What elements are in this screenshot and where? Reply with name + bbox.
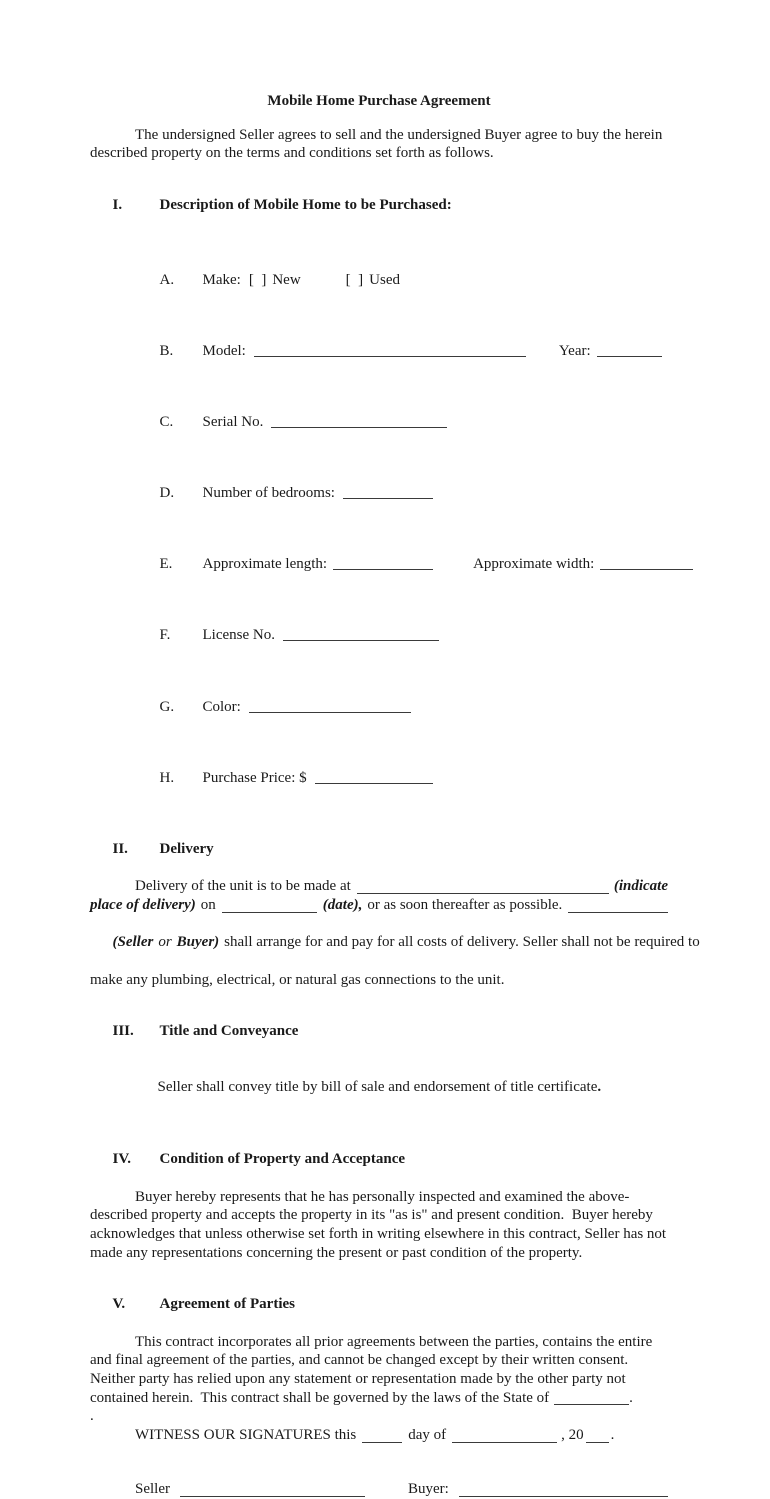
orphan-period: .: [90, 1408, 94, 1425]
item-f-letter: F.: [159, 627, 171, 644]
section-4-line-2: [90, 1206, 668, 1225]
intro-text-1: The undersigned Seller agrees to sell and the undersigned Buyer agree to buy the herein: [135, 126, 663, 143]
price-label: Purchase Price: $: [202, 769, 307, 786]
section-4-line-3: [90, 1225, 668, 1244]
paragraph-indent: [90, 1426, 135, 1445]
section-2-line-4: [90, 971, 668, 990]
witness-day-of-text: day of: [408, 1427, 447, 1444]
witness-year-prefix: , 20: [561, 1427, 584, 1444]
item-license: [137, 608, 668, 664]
bedrooms-label: Number of bedrooms:: [202, 485, 335, 502]
section-5-line-2: [90, 1351, 668, 1370]
section-3-heading-row: [90, 1003, 668, 1059]
item-make: [137, 252, 668, 308]
buyer-signature-line[interactable]: [459, 1480, 668, 1497]
item-b-letter: B.: [159, 343, 174, 360]
buyer-annotation: Buyer): [176, 934, 220, 951]
title-conveyance-text: Seller shall convey title by bill of sale and endorsement of title certificate: [157, 1079, 598, 1096]
item-price: [137, 750, 668, 806]
section-5-heading-row: [90, 1277, 668, 1333]
item-g-letter: G.: [159, 698, 175, 715]
item-e-letter: E.: [159, 556, 173, 573]
section-4-heading-row: [90, 1132, 668, 1188]
bedrooms-fill-line[interactable]: [343, 485, 433, 499]
buyer-label: Buyer:: [408, 1480, 449, 1497]
agreement-text-1: This contract incorporates all prior agreements between the parties, contains the entire: [135, 1333, 653, 1350]
model-fill-line[interactable]: [254, 343, 526, 357]
delivery-text-4: make any plumbing, electrical, or natural gas connections to the unit.: [90, 971, 505, 988]
item-h-letter: H.: [159, 769, 175, 786]
section-1-numeral: I.: [112, 196, 123, 213]
item-c-letter: C.: [159, 414, 174, 431]
condition-text-2: described property and accepts the property in its "as is" and present condition. Buyer hereby: [90, 1207, 653, 1224]
seller-label: Seller: [135, 1480, 170, 1497]
section-1-heading: Description of Mobile Home to be Purchased:: [159, 196, 452, 213]
item-model: [137, 323, 668, 379]
width-label: Approximate width:: [473, 556, 595, 573]
serial-label: Serial No.: [202, 414, 264, 431]
section-2-heading: Delivery: [159, 840, 214, 857]
model-label: Model:: [202, 343, 246, 360]
year-fill-line[interactable]: [597, 343, 662, 357]
witness-text: WITNESS OUR SIGNATURES this: [135, 1427, 357, 1444]
section-5-line-3: [90, 1370, 668, 1389]
delivery-date-fill-line[interactable]: [222, 896, 317, 913]
witness-month-fill-line[interactable]: [452, 1426, 557, 1443]
new-checkbox[interactable]: [ ]: [248, 271, 267, 288]
condition-text-3: acknowledges that unless otherwise set forth in writing elsewhere in this contract, Seller has not: [90, 1226, 667, 1243]
witness-period: .: [610, 1427, 615, 1444]
state-fill-line[interactable]: [554, 1389, 629, 1406]
orphan-period-line: [90, 1407, 668, 1426]
price-fill-line[interactable]: [315, 770, 433, 784]
witness-year-fill-line[interactable]: [586, 1426, 609, 1443]
section-5-heading: Agreement of Parties: [159, 1296, 295, 1313]
indicate-annotation: (indicate: [613, 878, 668, 895]
section-2-line-1: [90, 877, 668, 896]
section-3-body: [90, 1060, 668, 1116]
color-label: Color:: [202, 698, 241, 715]
witness-day-fill-line[interactable]: [362, 1426, 402, 1443]
seller-or-buyer-fill-line[interactable]: [568, 896, 668, 913]
document-title: Mobile Home Purchase Agreement: [267, 93, 491, 109]
item-bedrooms: [137, 466, 668, 522]
or-text: or: [158, 934, 172, 951]
signature-row: [90, 1480, 668, 1499]
length-fill-line[interactable]: [333, 556, 433, 570]
item-dimensions: [137, 537, 668, 593]
license-fill-line[interactable]: [283, 627, 439, 641]
paragraph-indent: [90, 877, 135, 896]
color-fill-line[interactable]: [249, 699, 411, 713]
section-1-heading-row: [90, 177, 668, 233]
seller-annotation: (Seller: [112, 934, 154, 951]
delivery-location-fill-line[interactable]: [357, 877, 609, 894]
date-annotation: (date),: [322, 896, 363, 913]
delivery-text-1: Delivery of the unit is to be made at: [135, 878, 351, 895]
section-4-heading: Condition of Property and Acceptance: [159, 1151, 406, 1168]
used-checkbox-label: Used: [369, 271, 400, 288]
serial-fill-line[interactable]: [271, 414, 447, 428]
section-2-heading-row: [90, 821, 668, 877]
place-of-delivery-annotation: place of delivery): [90, 896, 196, 913]
new-checkbox-label: New: [272, 271, 301, 288]
length-label: Approximate length:: [202, 556, 328, 573]
agreement-text-4: contained herein. This contract shall be governed by the laws of the State of: [90, 1389, 550, 1406]
section-2-line-3: [90, 915, 700, 971]
delivery-text-3: shall arrange for and pay for all costs of delivery. Seller shall not be required to: [224, 934, 700, 951]
item-serial: [137, 394, 668, 450]
agreement-period: .: [629, 1389, 633, 1406]
section-2-numeral: II.: [112, 840, 128, 857]
section-4-line-4: [90, 1244, 668, 1263]
witness-line: [90, 1426, 668, 1445]
make-label: Make:: [202, 271, 241, 288]
license-label: License No.: [202, 627, 275, 644]
section-5-line-4: [90, 1389, 668, 1408]
width-fill-line[interactable]: [600, 556, 693, 570]
agreement-text-2: and final agreement of the parties, and cannot be changed except by their written consent.: [90, 1352, 629, 1369]
intro-line-2: [90, 144, 668, 163]
used-checkbox[interactable]: [ ]: [345, 271, 364, 288]
seller-signature-line[interactable]: [180, 1480, 365, 1497]
section-4-line-1: [90, 1188, 668, 1207]
item-color: [137, 679, 668, 735]
item-a-letter: A.: [159, 271, 175, 288]
item-d-letter: D.: [159, 485, 175, 502]
year-label: Year:: [558, 343, 591, 360]
intro-line-1: [90, 126, 668, 145]
condition-text-1: Buyer hereby represents that he has personally inspected and examined the above-: [135, 1188, 630, 1205]
section-5-line-1: [90, 1333, 668, 1352]
agreement-text-3: Neither party has relied upon any statement or representation made by the other party not: [90, 1371, 626, 1388]
section-2-line-2: [90, 896, 668, 915]
paragraph-indent: [90, 1480, 135, 1499]
condition-text-4: made any representations concerning the present or past condition of the property.: [90, 1244, 583, 1261]
delivery-on-text: on: [200, 896, 216, 913]
delivery-text-2: or as soon thereafter as possible.: [367, 896, 563, 913]
section-3-numeral: III.: [112, 1023, 134, 1040]
section-3-heading: Title and Conveyance: [159, 1023, 299, 1040]
section-5-numeral: V.: [112, 1296, 126, 1313]
title-conveyance-period: .: [597, 1079, 602, 1096]
document-content: [90, 92, 700, 1499]
intro-text-2: described property on the terms and conditions set forth as follows.: [90, 145, 494, 162]
section-4-numeral: IV.: [112, 1151, 131, 1168]
